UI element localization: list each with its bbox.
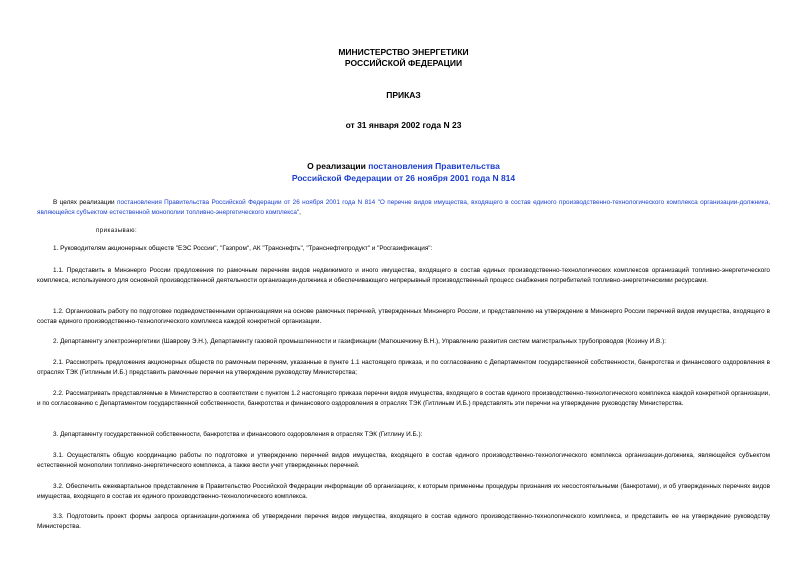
document-title-line-2: [0, 172, 807, 184]
paragraph-1-1: 1.1. Представить в Минэнерго России предложения по рамочным перечням видов недвижимого и иного имущества, входящего в состав единых производственно-технологических комплексов организаций топливно-энергетического комплекса, используемого для основной производственной деятельности организации-должника и обеспечивающего непрерывный производственный процесс снабжения потребителей топливно-энергетическими ресурсами.: [37, 267, 770, 284]
ministry-line-2: РОССИЙСКОЙ ФЕДЕРАЦИИ: [344, 58, 463, 68]
document-type: ПРИКАЗ: [386, 90, 421, 100]
title-prefix: О реализации: [307, 161, 369, 171]
intro-decree-link[interactable]: постановления Правительства Российской Федерации от 26 ноября 2001 года N 814 "О перечне видов имущества, входящего в состав единого производственно-технологического комплекса организации-должника, являющейся субъектом естественной монополии топливно-энергетического комплекса": [37, 199, 770, 216]
paragraph-2: 2. Департаменту электроэнергетики (Шаврову Э.Н.), Департаменту газовой промышленности и газификации (Матюшечкину В.Н.), Управлению развития систем магистральных трубопроводов (Козину И.В.):: [53, 338, 666, 345]
paragraph-1: 1. Руководителям акционерных обществ "ЕЭС России", "Газпром", АК "Транснефть", "Транснефтепродукт" и "Росгазификация":: [53, 245, 433, 252]
document-title-line-1: [0, 160, 807, 172]
intro-paragraph: [37, 198, 770, 218]
intro-prefix: В целях реализации: [53, 199, 117, 206]
document-date: от 31 января 2002 года N 23: [345, 120, 462, 130]
paragraph-3-3: 3.3. Подготовить проект формы запроса организации-должника об утверждении перечня видов имущества, входящего в состав единого производственно-технологического комплекса, и представить ее на утверждение руководству Министерства.: [37, 513, 770, 530]
intro-suffix: ,: [299, 209, 301, 216]
paragraph-2-1: 2.1. Рассмотреть предложения акционерных обществ по рамочным перечням, указанные в пункте 1.1 настоящего приказа, и по согласованию с Департаментом государственной собственности, банкротства и финансового оздоровления в отраслях ТЭК (Гитлиным И.Б.) представить рамочные перечни на утверждение руководству Министерства;: [37, 359, 770, 376]
paragraph-3-2: 3.2. Обеспечить ежеквартальное представление в Правительство Российской Федерации информации об организациях, к которым применены процедуры признания их несостоятельными (банкротами), и об утвержденных перечнях видов имущества, входящего в состав их единого производственно-технологического комплекса.: [37, 483, 770, 500]
orders-word: приказываю:: [96, 228, 138, 234]
paragraph-2-2: 2.2. Рассматривать представляемые в Министерство в соответствии с пунктом 1.2 настоящего приказа перечни видов имущества, входящего в состав единого производственно-технологического комплекса каждой конкретной организации, и по согласованию с Департаментом государственной собственности, банкротства и финансового оздоровления в отраслях ТЭК (Гитлиным И.Б.) представлять эти перечни на утверждение руководству Министерства.: [37, 390, 770, 407]
paragraph-3: 3. Департаменту государственной собственности, банкротства и финансового оздоровления в отраслях ТЭК (Гитлину И.Б.):: [53, 431, 423, 438]
ministry-line-1: МИНИСТЕРСТВО ЭНЕРГЕТИКИ: [338, 47, 469, 57]
title-decree-link[interactable]: постановления Правительства: [368, 161, 500, 171]
paragraph-3-1: 3.1. Осуществлять общую координацию работы по подготовке и утверждению перечней видов имущества, входящего в состав единого производственно-технологического комплекса организации-должника, являющейся субъектом естественной монополии топливно-энергетического комплекса, а также вести учет утвержденных перечней.: [37, 452, 770, 469]
title-decree-link-continued[interactable]: Российской Федерации от 26 ноября 2001 года N 814: [291, 173, 516, 183]
paragraph-1-2: 1.2. Организовать работу по подготовке подведомственными организациями на основе рамочных перечней, утвержденных Минэнерго России, и представлению на утверждение в Минэнерго России перечней видов имущества, входящего в состав единого производственно-технологического комплекса каждой конкретной организации.: [37, 308, 770, 325]
